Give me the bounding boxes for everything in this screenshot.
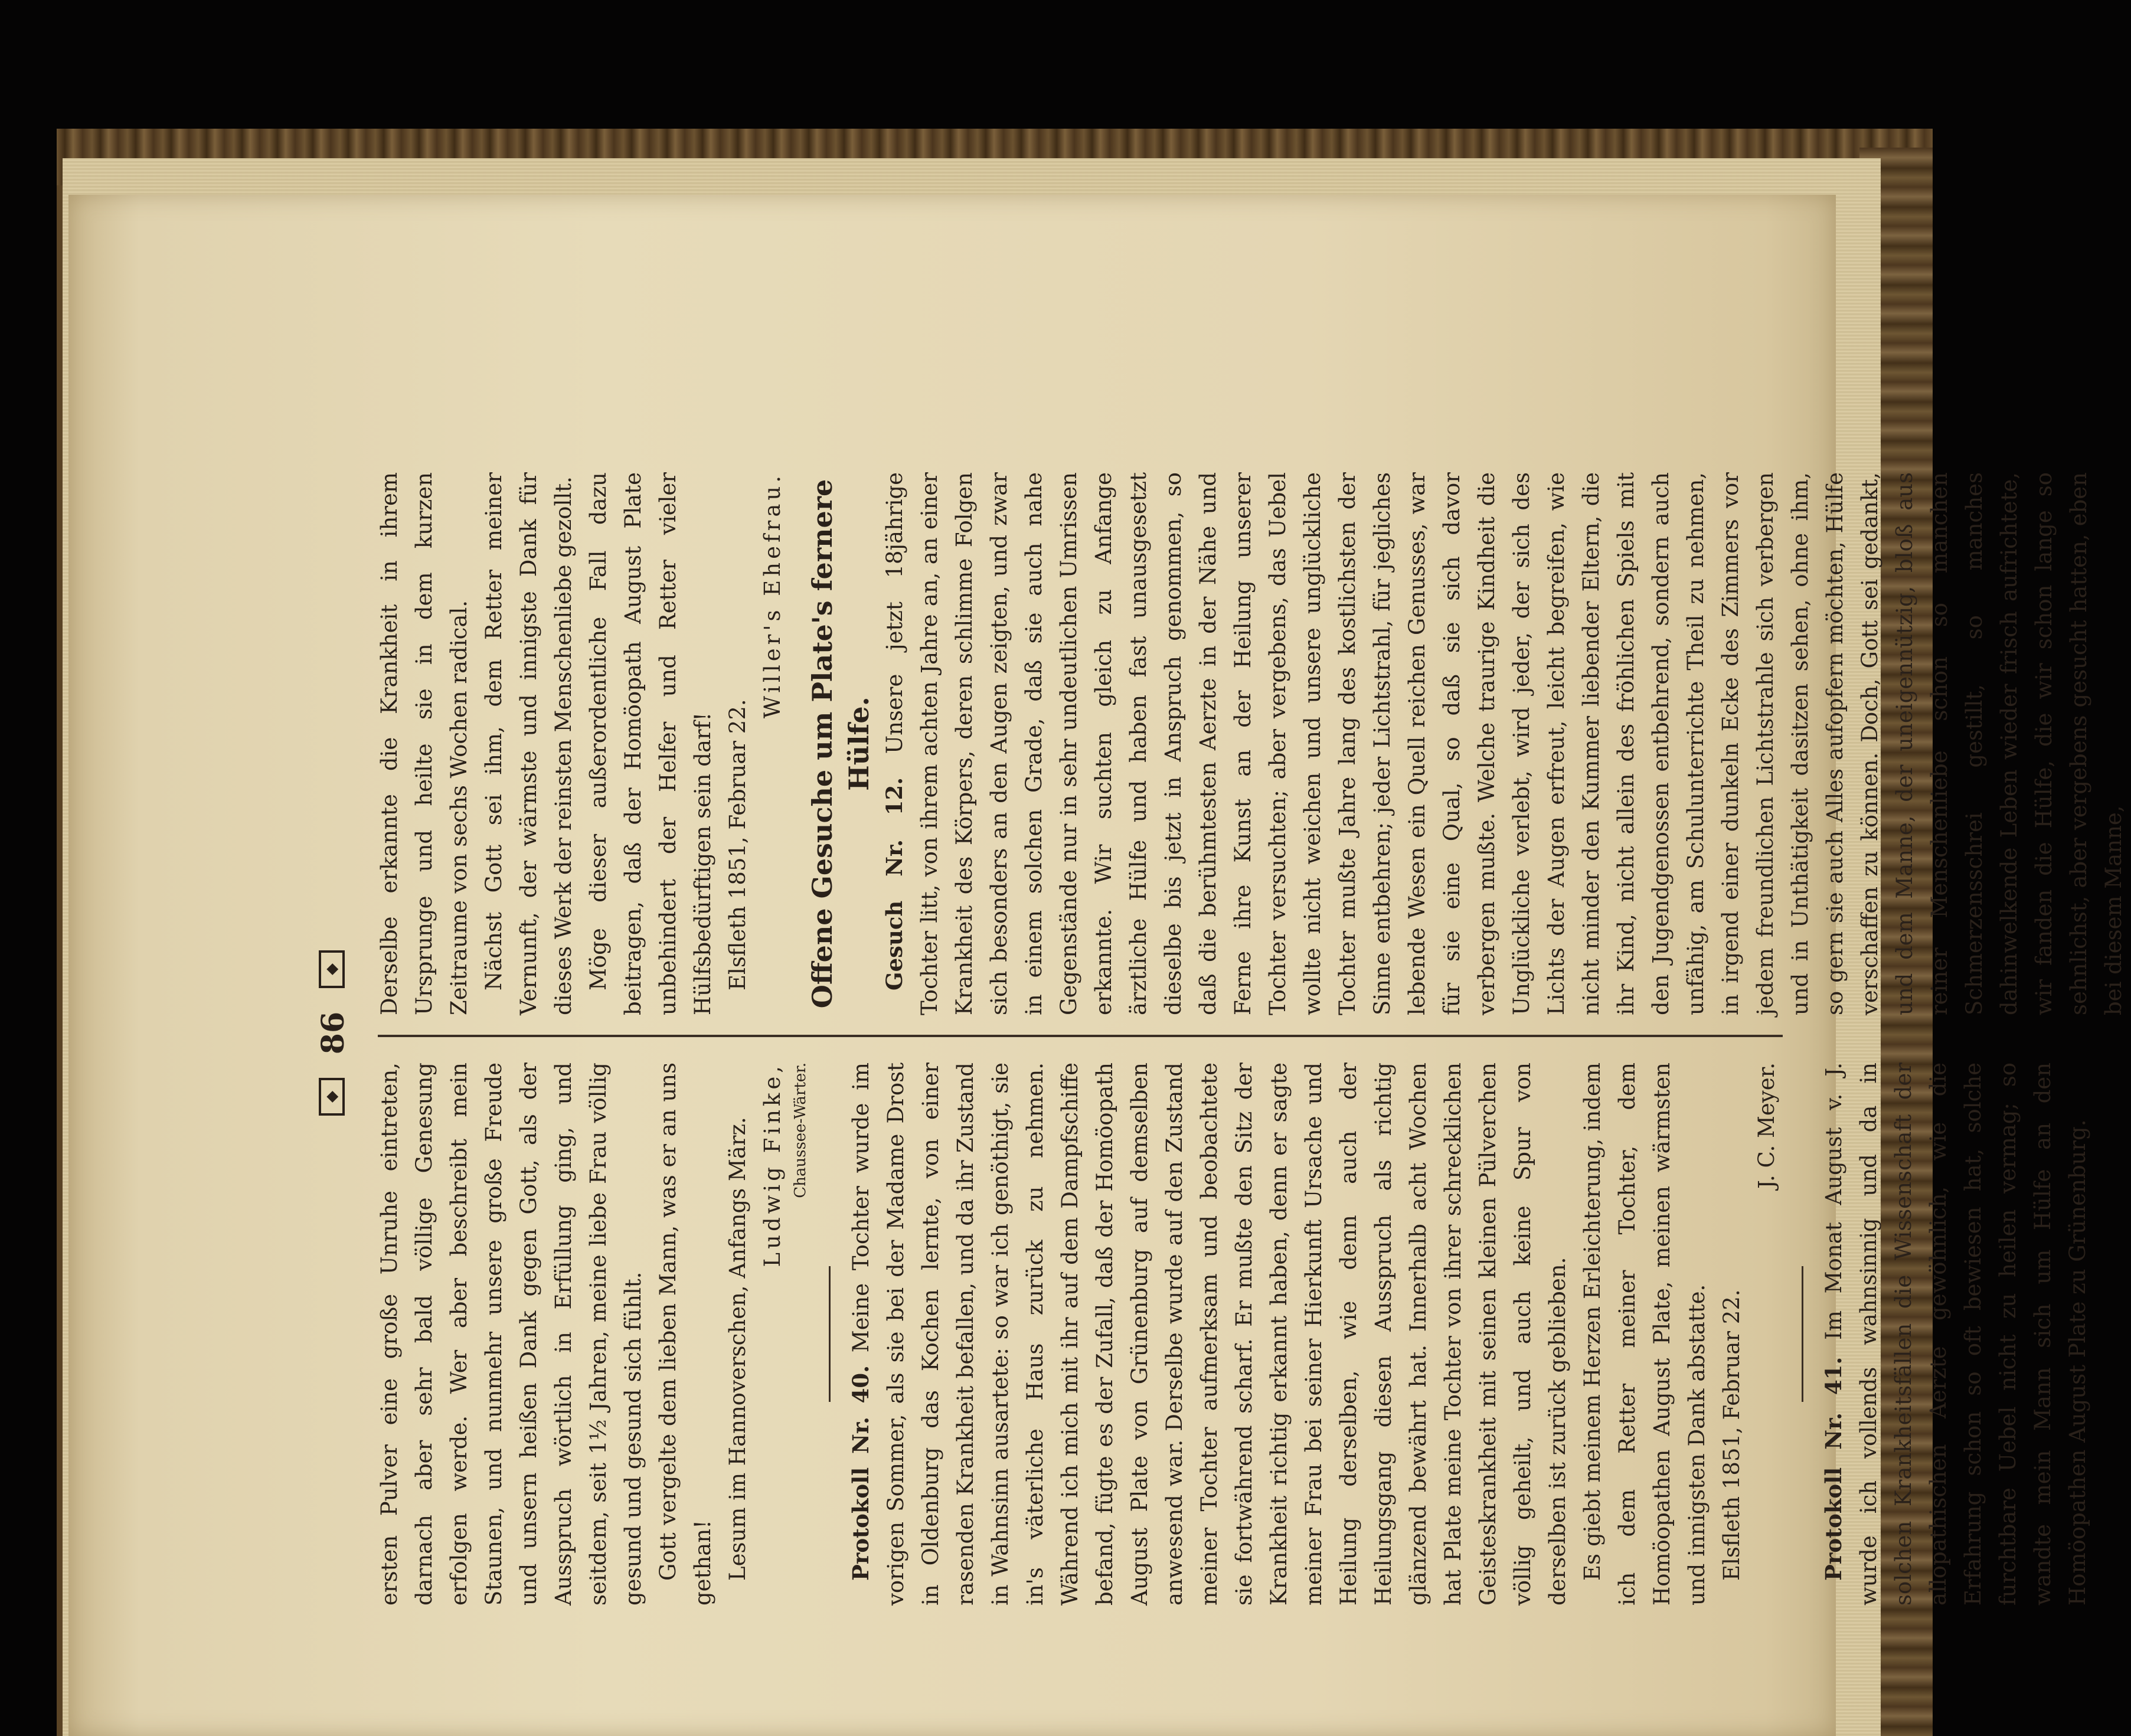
paragraph: Möge dieser außerordentliche Fall dazu beitragen, daß der Homöopath August Plate unbehindert der Helfer und Retter vieler Hülfsbedürftigen sein darf! <box>586 472 715 1015</box>
paragraph: Derselbe erkannte die Krankheit in ihrem Ursprunge und heilte sie in dem kurzen Zeitraume von sechs Wochen radical. <box>377 472 472 1015</box>
section-rule <box>1802 1266 1803 1402</box>
protocol-40 <box>844 1062 1575 1606</box>
protocol-title: Protokoll Nr. 40. <box>848 1365 874 1581</box>
gesuch-title: Gesuch Nr. 12. <box>881 777 907 990</box>
gesuch-12 <box>877 472 2131 1015</box>
section-heading: Offene Gesuche um Plate's fernere Hülfe. <box>806 479 875 1009</box>
place-date: Elsfleth 1851, Februar 22. <box>725 699 750 990</box>
page-header <box>313 460 366 1606</box>
signature-name: J. C. Meyer. <box>1754 1062 1779 1189</box>
page-number: 86 <box>315 1011 351 1055</box>
protocol-41 <box>1816 1062 2095 1606</box>
paragraph: Nächst Gott sei ihm, dem Retter meiner Vernunft, der wärmste und innigste Dank für dieses Werk der reinsten Menschenliebe gezollt. <box>481 472 576 1015</box>
gesuch-text: Unsere jetzt 18jährige Tochter litt, von ihrem achten Jahre an, an einer Krankheit des Körpers, deren schlimme Folgen sich besonders an den Augen zeigten, und zwar in einem solchen Grade, daß sie auch nahe Gegenstände nur in sehr undeutlichen Umrissen erkannte. Wir suchten gleich zu Anfange ärztliche Hülfe und haben fast unausgesetzt dieselbe bis jetzt in Anspruch genommen, so daß die berühmtesten Aerzte in der Nähe und Ferne ihre Kunst an der Heilung unserer Tochter versuchten; aber vergebens, das Uebel wollte nicht weichen und unsere unglückliche Tochter mußte Jahre lang des kostlichsten der Sinne entbehren; jeder Lichtstrahl, für jegliches lebende Wesen ein Quell reichen Genusses, war für sie eine Qual, so daß sie sich davor verbergen mußte. Welche traurige Kindheit die Unglückliche verlebt, wird jeder, der sich des Lichts der Augen erfreut, leicht begreifen, wie nicht minder den Kummer liebender Eltern, die ihr Kind, nicht allein des fröhlichen Spiels mit den Jugendgenossen entbehrend, sondern auch unfähig, am Schulunterrichte Theil zu nehmen, in irgend einer dunkeln Ecke des Zimmers vor jedem freundlichen Lichtstrahle sich verbergen und in Unthätigkeit dasitzen sehen, ohne ihm, so gern sie auch Alles aufopfern möchten, Hülfe verschaffen zu können. Doch, Gott sei gedankt, und dem Manne, der uneigennützig, bloß aus reiner Menschenliebe schon so manchen Schmerzensschrei gestillt, so manches dahinwelkende Leben wieder frisch aufrichtete, wir fanden die Hülfe, die wir schon lange so sehnlichst, aber vergebens gesucht hatten, eben bei diesem Manne, <box>882 472 2126 1015</box>
section-rule <box>829 1266 831 1402</box>
ornament-left-icon: ◆ <box>319 1078 345 1116</box>
signature-name: Willer's Ehefrau. <box>760 472 785 719</box>
protocol-text: Im Monat August v. J. wurde ich vollends wahnsinnig und da in solchen Krankheitsfällen die Wissenschaft der allopathischen Aerzte gewöhnlich, wie die Erfahrung schon so oft bewiesen hat, solche furchtbare Uebel nicht zu heilen vermag; so wandte mein Mann sich um Hülfe an den Homöopathen August Plate zu Grünenburg. <box>1821 1062 2090 1606</box>
place-date: Lesum im Hannoverschen, Anfangs März. <box>725 1117 750 1581</box>
paragraph: Gott vergelte dem lieben Mann, was er an uns gethan! <box>655 1062 715 1606</box>
paragraph: Es giebt meinem Herzen Erleichterung, indem ich dem Retter meiner Tochter, dem Homöopathen August Plate, meinen wärmsten und innigsten Dank abstatte. <box>1580 1062 1710 1606</box>
ornament-right-icon: ◆ <box>319 950 345 988</box>
signature-role: Chaussee-Wärter. <box>792 1062 809 1198</box>
protocol-text: Meine Tochter wurde im vorigen Sommer, als sie bei der Madame Drost in Oldenburg das Kochen lernte, von einer rasenden Krankheit befallen, und da ihr Zustand in Wahnsinn ausartete: so war ich genöthigt, sie in's väterliche Haus zurück zu nehmen. Während ich mich mit ihr auf dem Dampfschiffe befand, fügte es der Zufall, daß der Homöopath August Plate von Grünenburg auf demselben anwesend war. Derselbe wurde auf den Zustand meiner Tochter aufmerksam und beobachtete sie fortwährend scharf. Er mußte den Sitz der Krankheit richtig erkannt haben, denn er sagte meiner Frau bei seiner Hierkunft Ursache und Heilung derselben, wie denn auch der Heilungsgang diesen Ausspruch als richtig glänzend bewährt hat. Innerhalb acht Wochen hat Plate meine Tochter von ihrer schrecklichen Geisteskrankheit mit seinen kleinen Pülverchen völlig geheilt, und auch keine Spur von derselben ist zurück geblieben. <box>848 1062 1570 1606</box>
right-column <box>372 472 2131 1015</box>
signature-name: Ludwig Finke, <box>760 1062 785 1267</box>
left-column <box>372 1062 2095 1606</box>
rotated-text-page <box>313 460 2126 1606</box>
column-divider <box>378 1035 1783 1037</box>
place-date: Elsfleth 1851, Februar 22. <box>1719 1289 1744 1581</box>
protocol-title: Protokoll Nr. 41. <box>1820 1356 1846 1581</box>
paragraph: ersten Pulver eine große Unruhe eintreten, darnach aber sehr bald völlige Genesung erfolgen werde. Wer aber beschreibt mein Staunen, und nunmehr unsere große Freude und unsern heißen Dank gegen Gott, als der Ausspruch wörtlich in Erfüllung ging, und seitdem, seit 1½ Jahren, meine liebe Frau völlig gesund und gesund sich fühlt. <box>377 1062 646 1606</box>
